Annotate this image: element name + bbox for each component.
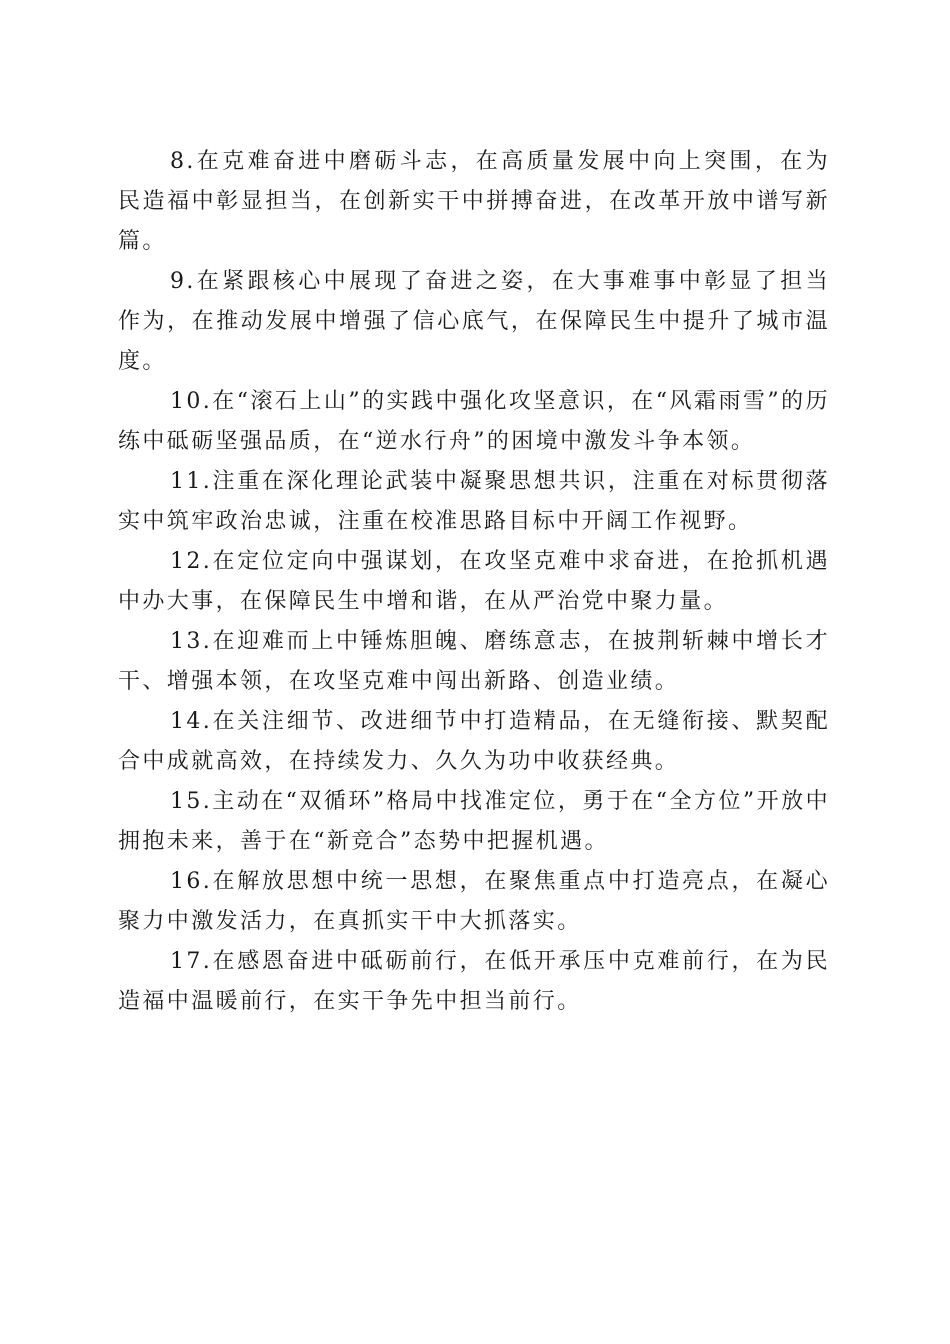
paragraph-17: 17.在感恩奋进中砥砺前行，在低开承压中克难前行，在为民造福中温暖前行，在实干争先中担当前行。 xyxy=(118,949,830,1014)
paragraph-13: 13.在迎难而上中锤炼胆魄、磨练意志，在披荆斩棘中增长才干、增强本领，在攻坚克难中闯出新路、创造业绩。 xyxy=(118,629,830,694)
paragraph-14: 14.在关注细节、改进细节中打造精品，在无缝衔接、默契配合中成就高效，在持续发力、久久为功中收获经典。 xyxy=(118,709,830,774)
paragraph-16: 16.在解放思想中统一思想，在聚焦重点中打造亮点，在凝心聚力中激发活力，在真抓实干中大抓落实。 xyxy=(118,869,830,934)
paragraph-12: 12.在定位定向中强谋划，在攻坚克难中求奋进，在抢抓机遇中办大事，在保障民生中增和谐，在从严治党中聚力量。 xyxy=(118,549,830,614)
document-body xyxy=(118,142,830,1022)
paragraph-8: 8.在克难奋进中磨砺斗志，在高质量发展中向上突围，在为民造福中彰显担当，在创新实干中拼搏奋进，在改革开放中谱写新篇。 xyxy=(118,149,830,254)
paragraph-15: 15.主动在“双循环”格局中找准定位，勇于在“全方位”开放中拥抱未来，善于在“新竞合”态势中把握机遇。 xyxy=(118,789,830,854)
paragraph-11: 11.注重在深化理论武装中凝聚思想共识，注重在对标贯彻落实中筑牢政治忠诚，注重在校准思路目标中开阔工作视野。 xyxy=(118,469,830,534)
paragraph-9: 9.在紧跟核心中展现了奋进之姿，在大事难事中彰显了担当作为，在推动发展中增强了信心底气，在保障民生中提升了城市温度。 xyxy=(118,269,830,374)
paragraph-10: 10.在“滚石上山”的实践中强化攻坚意识，在“风霜雨雪”的历练中砥砺坚强品质，在“逆水行舟”的困境中激发斗争本领。 xyxy=(118,389,830,454)
